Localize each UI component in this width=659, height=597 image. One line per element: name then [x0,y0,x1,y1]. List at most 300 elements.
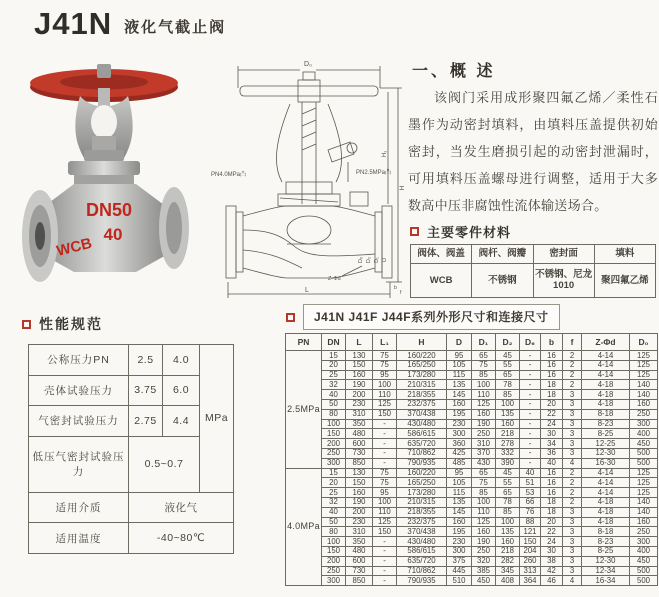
dim-label-b: b [394,285,397,291]
dim-cell: 510 [447,576,472,586]
dim-cell: 190 [472,537,496,547]
flange-note-left: PN4.0MPa凸 [211,172,247,178]
red-square-icon [22,320,31,329]
dim-cell: 125 [373,517,397,527]
dim-cell: 65 [472,468,496,478]
dim-col-header: D₁ [472,334,496,351]
dim-cell: 150 [520,537,541,547]
dim-cell: 65 [472,351,496,361]
dim-cell: 32 [322,380,346,390]
dim-cell: 250 [630,409,658,419]
dim-cell: 230 [346,399,373,409]
dim-cell: 190 [472,419,496,429]
dim-cell: 300 [447,546,472,556]
dim-cell: 110 [472,507,496,517]
dim-cell: 85 [472,370,496,380]
materials-col-header: 阀体、阀盖 [411,245,472,264]
dim-cell: 300 [447,429,472,439]
marking-pn: 40 [103,225,123,244]
dim-cell: 278 [496,439,520,449]
dim-cell: 160 [447,399,472,409]
dim-cell: 140 [630,390,658,400]
perf-value: 0.5~0.7 [129,436,200,492]
dim-cell: - [373,537,397,547]
dim-cell: 445 [447,566,472,576]
dim-row [286,497,658,507]
dim-cell: 210/315 [397,380,447,390]
dim-cell: 250 [630,527,658,537]
dim-cell: 150 [322,429,346,439]
dim-cell: 110 [373,507,397,517]
dim-cell: 22 [541,527,563,537]
dim-row [286,419,658,429]
dim-cell: 160 [447,517,472,527]
dim-cell: 150 [346,478,373,488]
dim-cell: 425 [447,448,472,458]
perf-value: 2.5 [129,345,163,376]
dim-cell: 125 [472,517,496,527]
dim-cell: 12-30 [582,448,630,458]
dim-cell: 500 [630,566,658,576]
dim-cell: 250 [472,546,496,556]
dim-cell: 300 [322,576,346,586]
dim-label-d2: D₂ [366,256,372,264]
materials-col-header: 阀杆、阀瓣 [472,245,533,264]
dim-col-header: PN [286,334,322,351]
dim-cell: 25 [322,370,346,380]
dim-cell: 160 [472,409,496,419]
dim-cell: 34 [541,439,563,449]
dim-row [286,488,658,498]
dim-cell: 55 [496,478,520,488]
materials-table [410,244,656,298]
dim-cell: 390 [496,458,520,468]
dim-row [286,360,658,370]
dim-cell: 450 [630,556,658,566]
dim-cell: 600 [346,556,373,566]
left-flange-bore [35,222,45,250]
dim-cell: - [520,351,541,361]
dimensions-heading-label: J41N J41F J44F系列外形尺寸和连接尺寸 [303,304,560,330]
dim-cell: 15 [322,351,346,361]
dim-cell: 190 [346,380,373,390]
dim-cell: 313 [520,566,541,576]
dim-cell: - [373,458,397,468]
dim-cell: 150 [346,360,373,370]
dim-cell: 350 [346,419,373,429]
dim-cell: 100 [472,497,496,507]
dim-cell: 218/355 [397,507,447,517]
dim-cell: 320 [472,556,496,566]
dim-cell: 450 [630,439,658,449]
perf-value: 2.75 [129,406,163,437]
dim-cell: 8-23 [582,419,630,429]
perf-row [29,345,234,376]
dimensions-heading [286,304,560,330]
dim-cell: 18 [541,497,563,507]
materials-heading [410,222,511,241]
dim-cell: 42 [541,566,563,576]
perf-label: 气密封试验压力 [29,406,129,437]
dim-cell: 850 [346,458,373,468]
valve-photo [12,56,204,298]
dim-cell: 370/438 [397,527,447,537]
dim-cell: 195 [447,527,472,537]
dim-cell: 125 [630,360,658,370]
dim-cell: 4-14 [582,351,630,361]
dim-cell: - [520,448,541,458]
dim-cell: 600 [346,439,373,449]
dim-cell: 75 [472,478,496,488]
perf-label: 适用温度 [29,523,129,554]
dim-cell: 95 [447,468,472,478]
dim-cell: 500 [630,458,658,468]
dim-row [286,576,658,586]
dim-cell: 375 [447,556,472,566]
dim-cell: 8-18 [582,409,630,419]
dim-cell: 3 [563,566,582,576]
dim-cell: 310 [472,439,496,449]
performance-table [28,344,234,554]
dim-cell: 4-18 [582,390,630,400]
red-square-icon [286,313,295,322]
dim-cell: 480 [346,546,373,556]
dim-cell: 300 [630,537,658,547]
perf-label: 低压气密封试验压力 [29,436,129,492]
gland [92,136,116,151]
dim-cell: 50 [322,517,346,527]
dim-cell: - [520,439,541,449]
dim-cell: 145 [447,507,472,517]
materials-header-row [411,245,656,264]
stem-nut [97,64,111,78]
dim-row [286,390,658,400]
dim-cell: 173/280 [397,370,447,380]
dim-cell: 635/720 [397,556,447,566]
dim-cell: 3 [563,448,582,458]
materials-col-header: 填料 [594,245,655,264]
dim-row [286,546,658,556]
dim-cell: 115 [447,488,472,498]
dim-cell: 4-14 [582,488,630,498]
dim-col-header: D₀ [630,334,658,351]
dim-cell: 4-14 [582,360,630,370]
dim-cell: 100 [472,380,496,390]
performance-heading-label: 性能规范 [39,316,103,332]
dim-label-d: D [382,258,388,262]
dim-cell: - [520,380,541,390]
dim-cell: 232/375 [397,517,447,527]
dim-cell: 12-30 [582,556,630,566]
dim-cell: 88 [520,517,541,527]
materials-cell: 聚四氟乙烯 [594,263,655,297]
materials-value-row [411,263,656,297]
dim-cell: 125 [373,399,397,409]
dim-cell: 4-18 [582,517,630,527]
dim-label-l: L [305,287,309,294]
materials-cell: 不锈钢、尼龙1010 [533,263,594,297]
dim-cell: 3 [563,537,582,547]
dim-cell: 40 [541,458,563,468]
dim-cell: 24 [541,419,563,429]
dim-cell: 16 [541,468,563,478]
dim-cell: 160 [496,419,520,429]
dim-cell: 95 [373,370,397,380]
dim-cell: 24 [541,537,563,547]
dim-cell: 230 [447,537,472,547]
dim-cell: 135 [447,380,472,390]
materials-cell: WCB [411,263,472,297]
dim-cell: 150 [373,527,397,537]
dimensions-table [285,333,658,586]
dim-cell: 160 [630,399,658,409]
dim-cell: 4-18 [582,380,630,390]
dim-cell: 8-25 [582,429,630,439]
dim-cell: 4-14 [582,468,630,478]
dim-cell: 500 [630,448,658,458]
overview-heading: 一、概 述 [412,63,496,80]
dim-cell: 8-18 [582,527,630,537]
dim-cell: 18 [541,380,563,390]
dim-cell: - [520,419,541,429]
dim-cell: 300 [322,458,346,468]
dim-cell: 160/220 [397,468,447,478]
dim-cell: 18 [541,507,563,517]
dim-row [286,537,658,547]
flange-note-right: PN2.5MPa凸 [356,170,392,176]
dim-cell: 4 [563,458,582,468]
dim-cell: 100 [496,399,520,409]
dim-row [286,399,658,409]
dim-cell: 3 [563,419,582,429]
dim-cell: 500 [630,576,658,586]
dim-cell: - [373,419,397,429]
red-square-icon [410,227,419,236]
dim-cell: 125 [472,399,496,409]
dim-cell: 53 [520,488,541,498]
marking-material: WCB [54,234,94,260]
dim-cell: - [373,576,397,586]
dim-cell: 345 [496,566,520,576]
dim-cell: 100 [322,537,346,547]
dim-cell: 635/720 [397,439,447,449]
dim-cell: 200 [346,390,373,400]
dim-cell: 2 [563,351,582,361]
dim-cell: 160 [496,537,520,547]
dim-cell: 400 [630,546,658,556]
dim-cell: 110 [373,390,397,400]
dim-cell: - [373,556,397,566]
packing-flange [84,150,124,161]
dim-cell: 121 [520,527,541,537]
dim-cell: 210/315 [397,497,447,507]
dim-cell: 130 [346,468,373,478]
perf-label: 公称压力PN [29,345,129,376]
dim-cell: 65 [496,370,520,380]
dim-row [286,448,658,458]
dim-cell: 232/375 [397,399,447,409]
dim-cell: 40 [322,390,346,400]
dim-cell: 730 [346,566,373,576]
perf-row [29,523,234,554]
dim-cell: 66 [520,497,541,507]
dim-cell: 125 [630,468,658,478]
perf-value: 4.4 [163,406,200,437]
dim-label-f: f [400,290,402,296]
dim-cell: 3 [563,409,582,419]
dim-cell: 2 [563,360,582,370]
dim-col-header: DN [322,334,346,351]
dim-cell: 4-18 [582,399,630,409]
dim-cell: 75 [472,360,496,370]
dim-cell: 310 [346,409,373,419]
dim-cell: 2 [563,478,582,488]
dim-cell: 300 [630,419,658,429]
dim-cell: 430/480 [397,537,447,547]
dim-cell: 30 [541,429,563,439]
dim-cell: - [520,399,541,409]
dim-cell: - [373,448,397,458]
materials-col-header: 密封面 [533,245,594,264]
dim-cell: 16-30 [582,458,630,468]
dim-cell: 46 [541,576,563,586]
dim-cell: 150 [373,409,397,419]
dim-cell: 20 [322,360,346,370]
dim-row [286,429,658,439]
dim-cell: 250 [322,448,346,458]
dim-cell: 76 [520,507,541,517]
dim-cell: 3 [563,527,582,537]
dim-cell: 4-18 [582,497,630,507]
dim-cell: 160/220 [397,351,447,361]
dim-cell: 38 [541,556,563,566]
dim-row [286,566,658,576]
dim-cell: 16 [541,370,563,380]
dim-cell: 230 [346,517,373,527]
page-title [34,6,226,42]
dim-cell: 250 [472,429,496,439]
dim-cell: 150 [322,546,346,556]
dim-cell: 385 [472,566,496,576]
dim-table-head-row [286,334,658,351]
dim-cell: 332 [496,448,520,458]
dim-cell: 165/250 [397,360,447,370]
perf-unit: MPa [200,345,234,493]
dim-cell: 200 [322,556,346,566]
dim-cell: 586/615 [397,546,447,556]
dim-cell: 730 [346,448,373,458]
dim-cell: 78 [496,497,520,507]
bonnet-flange [68,161,140,175]
dim-cell: 260 [520,556,541,566]
dim-cell: 4 [563,576,582,586]
dim-cell: 140 [630,380,658,390]
dim-label-d0: D₀ [304,61,312,68]
dim-cell: 360 [447,439,472,449]
dim-cell: 125 [630,351,658,361]
dim-cell: 3 [563,546,582,556]
perf-value: 6.0 [163,375,200,406]
materials-cell: 不锈钢 [472,263,533,297]
dim-row [286,370,658,380]
dim-col-header: D₂ [496,334,520,351]
dim-cell: 65 [496,488,520,498]
dim-row [286,351,658,361]
dim-cell: 85 [496,390,520,400]
dim-row [286,517,658,527]
dim-cell: 40 [520,468,541,478]
dim-cell: 50 [322,399,346,409]
dim-row [286,380,658,390]
dim-cell: 190 [346,497,373,507]
dim-cell: 2 [563,380,582,390]
dim-cell: 80 [322,409,346,419]
dim-cell: 140 [630,507,658,517]
dim-cell: 85 [496,507,520,517]
overview-paragraph: 该阀门采用成形聚四氟乙烯／柔性石墨作为动密封填料，由填料压盖提供初始密封，当发生磨损引起的动密封泄漏时，可用填料压盖螺母进行调整，适用于大多数高中压非腐蚀性流体输送场合。 [408,90,658,213]
perf-value: 液化气 [129,492,234,523]
dim-cell: 55 [496,360,520,370]
dim-cell: 32 [322,497,346,507]
valve-photo-graphic [12,56,204,298]
dim-cell: 195 [447,409,472,419]
dim-cell: 75 [373,360,397,370]
dim-cell: 22 [541,409,563,419]
dim-col-header: D [447,334,472,351]
perf-value: 4.0 [163,345,200,376]
dim-cell: 218 [496,429,520,439]
dim-cell: 16 [541,488,563,498]
dim-row [286,527,658,537]
dim-cell: 586/615 [397,429,447,439]
dim-cell: 400 [630,429,658,439]
valve-drawing [210,54,408,302]
valve-drawing-graphic [210,54,408,302]
dim-cell: - [520,458,541,468]
dim-cell: 230 [447,419,472,429]
yoke-window [91,105,117,139]
dim-cell: - [520,360,541,370]
perf-label: 壳体试验压力 [29,375,129,406]
dim-cell: 125 [630,370,658,380]
dim-cell: 16 [541,351,563,361]
dim-cell: 80 [322,527,346,537]
dim-cell: 165/250 [397,478,447,488]
right-flange-face [166,202,182,254]
dim-cell: - [520,409,541,419]
dim-cell: 8-23 [582,537,630,547]
perf-label: 适用介质 [29,492,129,523]
dim-cell: 100 [373,497,397,507]
dim-cell: 125 [630,478,658,488]
dim-cell: 3 [563,429,582,439]
perf-value: -40~80℃ [129,523,234,554]
dim-row [286,439,658,449]
dim-row [286,409,658,419]
dim-cell: 4-14 [582,370,630,380]
dim-label-d6: D₆ [358,256,364,264]
dim-cell: 450 [472,576,496,586]
dim-cell: 200 [346,507,373,517]
dim-col-header: Z-Φd [582,334,630,351]
dim-cell: 480 [346,429,373,439]
dim-col-header: D₆ [520,334,541,351]
dim-cell: - [520,370,541,380]
dim-cell: 160 [630,517,658,527]
dim-label-zd: Z-Φd [328,276,341,282]
dim-table-body [286,351,658,586]
dim-label-h1: H₁ [382,150,388,158]
